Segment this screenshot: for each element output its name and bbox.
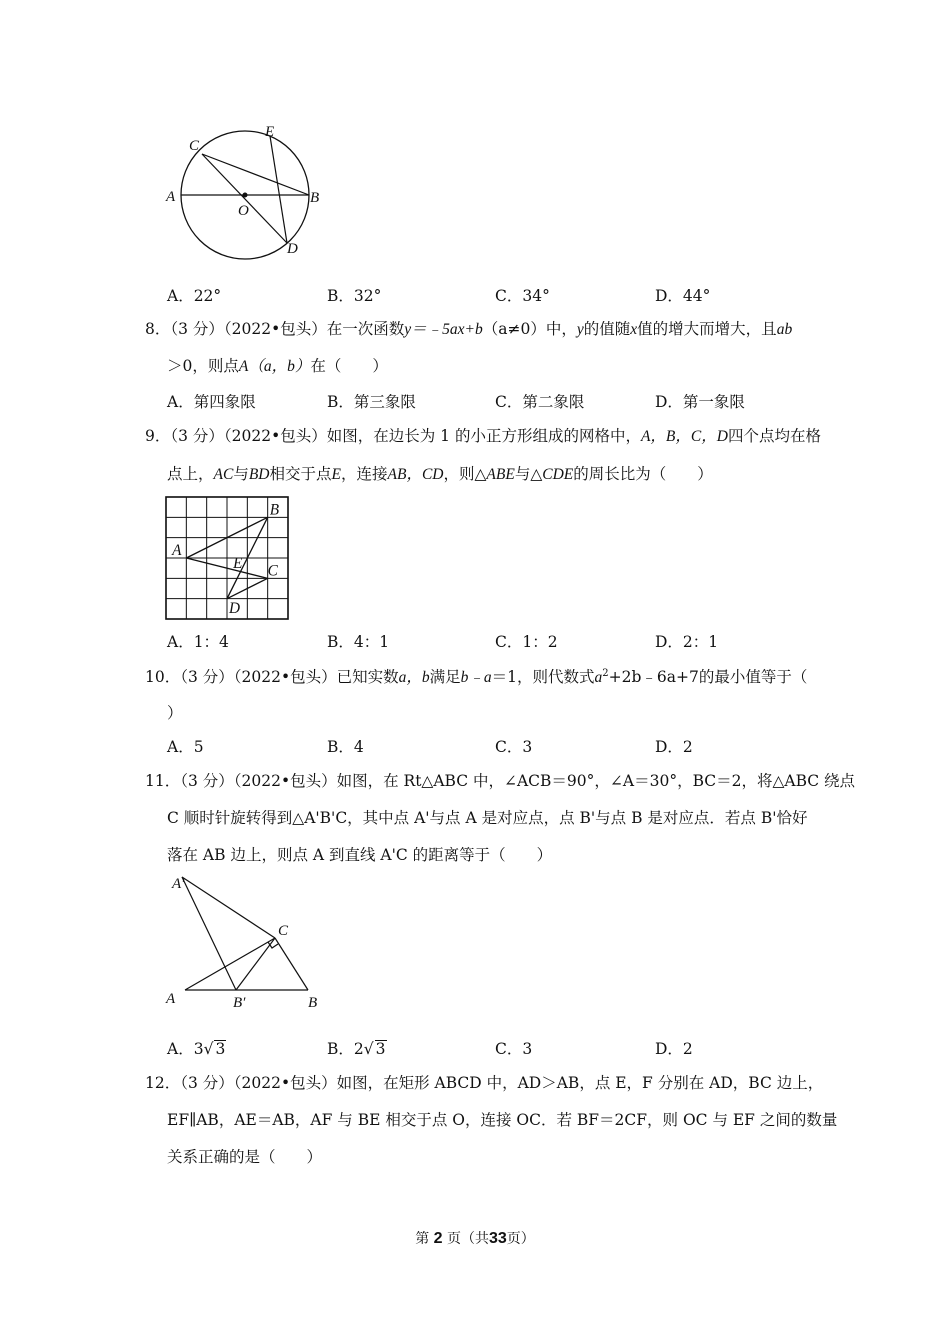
q11-line2: C 顺时针旋转得到△A'B'C，其中点 A'与点 A 是对应点，点 B'与点 B 是对应点．若点 B'恰好: [167, 809, 808, 827]
fig-label-a: A: [166, 991, 176, 1007]
grid-label-a: A: [172, 541, 182, 559]
q10-line1: 10．（3 分）（2022•包头）已知实数a，b满足b﹣a＝1，则代数式$a^2+2b﹣6a+7$的最小值等于（: [145, 668, 808, 686]
q7-option-b: B．32°: [327, 287, 382, 305]
q12-line3: 关系正确的是（ ）: [167, 1148, 323, 1166]
page-footer: 第 2 页（共33页）: [415, 1230, 535, 1247]
label-o: O: [238, 203, 249, 219]
q9-line1: 9．（3 分）（2022•包头）如图，在边长为 1 的小正方形组成的网格中，A，B，C，D四个点均在格: [145, 427, 821, 445]
grid-figure: [166, 497, 288, 619]
q8-option-d: D．第一象限: [655, 393, 745, 411]
q11-option-d: D．2: [655, 1040, 693, 1058]
q9-option-d: D．2：1: [655, 633, 719, 651]
q10-option-d: D．2: [655, 738, 693, 756]
q10-option-b: B．4: [327, 738, 364, 756]
q7-option-c: C．34°: [495, 287, 550, 305]
q9-line2: 点上，AC与BD相交于点E，连接AB，CD，则△ABE与△CDE的周长比为（ ）: [167, 465, 713, 483]
triangle-figure: [160, 872, 330, 1012]
q9-option-b: B．4：1: [327, 633, 390, 651]
label-a: A: [166, 189, 176, 205]
page-total: 33: [489, 1230, 507, 1247]
fig-label-b-prime: B′: [233, 995, 246, 1011]
q10-line2: ）: [167, 704, 183, 722]
grid-label-e: E: [233, 555, 243, 573]
q8-option-a: A．第四象限: [167, 393, 256, 411]
q7-option-a: A．22°: [167, 287, 222, 305]
label-d: D: [287, 241, 298, 257]
fig-label-a-prime: A′: [172, 876, 185, 892]
page-number: 2: [433, 1230, 443, 1247]
label-b: B: [310, 190, 320, 206]
fig-label-b: B: [308, 995, 318, 1011]
q8-option-c: C．第二象限: [495, 393, 585, 411]
label-e: E: [265, 124, 275, 140]
q12-line2: EF∥AB，AE＝AB，AF 与 BE 相交于点 O，连接 OC．若 BF＝2CF，则 OC 与 EF 之间的数量: [167, 1111, 838, 1129]
q9-option-a: A．1：4: [167, 633, 229, 651]
fig-label-c: C: [278, 923, 289, 939]
q8-line1: 8．（3 分）（2022•包头）在一次函数y＝﹣5ax+b（a≠0）中，y的值随x值的增大而增大，且ab: [145, 320, 793, 338]
circle-figure: [160, 118, 330, 263]
q11-line1: 11．（3 分）（2022•包头）如图，在 Rt△ABC 中，∠ACB＝90°，∠A＝30°，BC＝2，将△ABC 绕点: [145, 772, 856, 790]
q12-line1: 12．（3 分）（2022•包头）如图，在矩形 ABCD 中，AD＞AB，点 E，F 分别在 AD，BC 边上，: [145, 1074, 824, 1092]
q10-option-a: A．5: [167, 738, 204, 756]
q10-option-c: C．3: [495, 738, 533, 756]
q11-option-b: B．2√ 3: [327, 1040, 386, 1058]
q11-line3: 落在 AB 边上，则点 A 到直线 A'C 的距离等于（ ）: [167, 846, 553, 864]
q7-option-d: D．44°: [655, 287, 711, 305]
q9-option-c: C．1：2: [495, 633, 558, 651]
q11-option-a: A．3√ 3: [167, 1040, 226, 1058]
grid-label-c: C: [267, 562, 278, 580]
grid-label-b: B: [269, 501, 280, 519]
q11-option-c: C．3: [495, 1040, 533, 1058]
grid-label-d: D: [229, 599, 241, 617]
q8-option-b: B．第三象限: [327, 393, 416, 411]
q8-line2: ＞0，则点A（a，b）在（ ）: [167, 357, 388, 375]
label-c: C: [189, 138, 200, 154]
